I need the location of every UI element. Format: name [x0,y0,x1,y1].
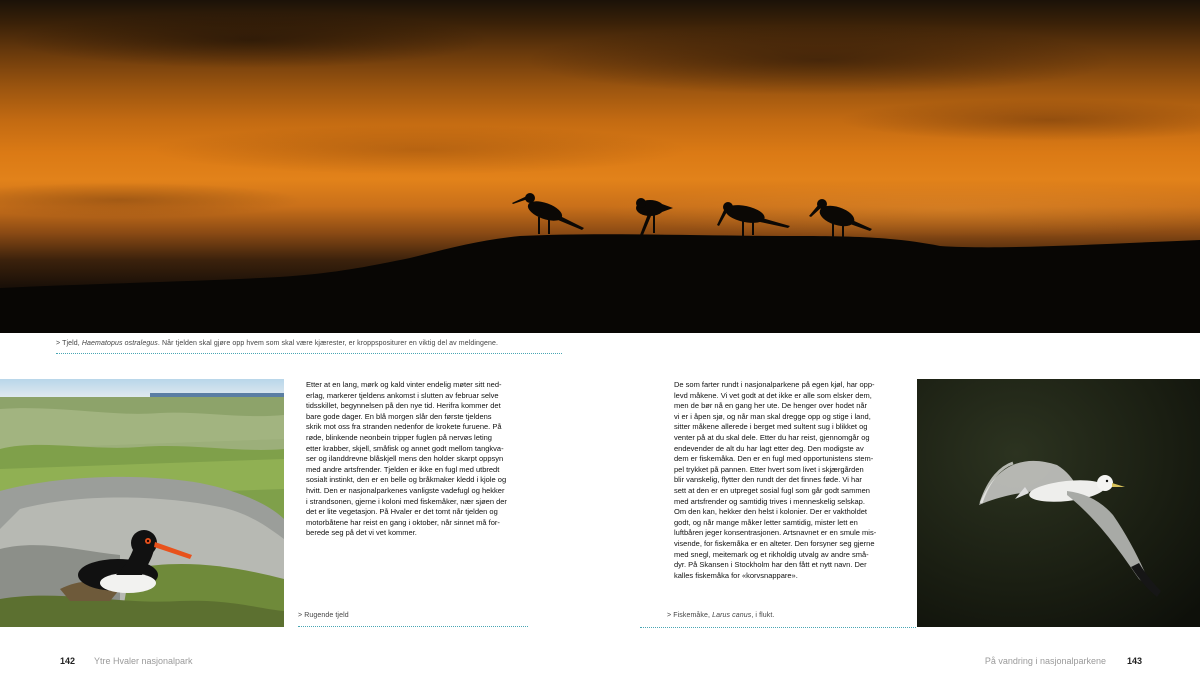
right-photo-caption [667,612,775,619]
left-text-line: bare gode dager. En blå morgen slår den første tjeldens [306,411,492,421]
left-body-text [306,380,528,539]
right-running-head: På vandring i nasjonalparkene [984,656,1106,666]
hill-silhouette [0,234,1200,333]
right-photo-caption-rule [640,627,916,628]
right-text-line: De som farter rundt i nasjonalparkene på egen kjøl, har opp- [674,380,875,389]
right-text-line: godt, og når mange måker letter samtidig, mister lett en [674,517,858,527]
right-text-line: venter på at du skal dele. Etter du har reist, gjennomgår og [674,432,870,442]
left-photo-caption: > Rugende tjeld [298,612,349,619]
left-text-line: etter krabber, skjell, småfisk og annet godt mellom tangkva- [306,443,504,453]
hero-photo-oystercatchers-sunset [0,0,1200,333]
hero-caption-latin: Haematopus ostralegus [81,340,158,347]
left-text-line: Etter at en lang, mørk og kald vinter endelig møter sitt ned- [306,380,502,389]
right-text-line: dyr. På Skansen i Stockholm har den fått et nytt navn. Der [674,560,867,570]
left-text-line: med andre artsfrender. Tjelden er ikke en fugl med utbredt [306,464,500,474]
right-text-line: vi er i åpen sjø, og når man skal dregge opp og stige i land, [674,411,871,421]
left-text-line: ser og ilanddrevne blåskjell mens den holder skarpt oppsyn [306,454,504,464]
right-text-line: Om den kan, hekker den helst i kolonier. Der er vaktholdet [674,507,868,517]
left-text-line: berede seg på det vi vet kommer. [306,528,417,538]
photo-flying-gull [917,379,1200,627]
left-text-line: tidsskillet, begynnelsen på den nye tid. Herifra kommer det [306,401,501,411]
oystercatcher-silhouette-2 [636,198,673,235]
right-text-line: med snegl, meitemark og et rikholdig utvalg av andre små- [674,549,869,559]
right-text-line: kalles fiskemåka for «korvsnappare». [674,570,798,580]
right-body-text [674,380,898,581]
right-text-line: pel trykket på pannen. Etter hvert som livet i skjærgården [674,464,864,474]
right-text-line: dem er fiskemåka. Den er en fugl med opportunistens stem- [674,454,874,464]
right-text-line: med artsfrender og samtidig trives i menneskelig selskap. [674,496,865,506]
right-photo-caption-prefix: > Fiskemåke, [667,612,713,619]
left-text-line: skrik mot oss fra stranden nedenfor de krokete furuene. På [306,422,502,432]
right-text-line: levd måkene. Vi vet godt at det ikke er alle som elsker dem, [674,390,872,400]
right-text-line: endevender de alt du har lagt etter deg. Den modigste av [674,443,864,453]
oystercatcher-silhouette-4 [809,199,872,237]
left-photo-caption-rule [298,626,528,627]
left-text-line: erlag, markerer tjeldens ankomst i slutten av februar selve [306,390,499,400]
left-text-line: det er lite vegetasjon. På Hvaler er det tomt når tjelden og [306,507,498,517]
oystercatcher-silhouette-1 [512,193,584,234]
hill-silhouette-with-birds [0,0,1200,333]
hero-caption-prefix: > Tjeld, [56,340,82,347]
right-text-line: sitter måkene allerede i berget med sultent sug i blikket og [674,422,868,432]
hero-caption-rule [56,353,562,354]
right-text-line: visende, for fiskemåka er en alteter. Den forsyner seg gjerne [674,538,875,548]
left-page-number: 142 [60,656,76,666]
right-photo-caption-suffix: , i flukt. [751,612,775,619]
photo-nesting-oystercatcher [0,379,284,627]
right-text-line: men de bør nå en gang her ute. De henger over hodet når [674,401,868,411]
left-running-head: Ytre Hvaler nasjonalpark [94,656,193,666]
hero-caption [56,340,498,347]
right-page-number: 143 [1126,656,1142,666]
oystercatcher-silhouette-3 [717,202,790,236]
left-text-line: sosialt instinkt, den er en belle og bråkmaker kledd i kjole og [306,475,507,485]
right-text-line: blir vanskelig, flytter den rundt der det finnes føde. Vi har [674,475,862,485]
left-text-line: røde, blinkende neonbein tripper fuglen på nervøs leting [306,432,492,442]
right-photo-caption-latin: Larus canus [712,612,752,619]
right-text-line: sett at den er en utpreget sosial fugl som går godt sammen [674,485,870,495]
left-text-line: motorbåtene har reist en gang i oktober, når sinnet må for- [306,517,500,527]
hero-caption-text: . Når tjelden skal gjøre opp hvem som skal være kjærester, er kroppspositurer en viktig del av meldingene. [157,340,499,347]
left-text-line: i strandsonen, gjerne i koloni med fiskemåker, nær sjøen der [306,496,507,506]
right-text-line: luftbåren jeger konsentrasjonen. Artsnavnet er en smule mis- [674,528,877,538]
left-text-line: hvitt. Den er nasjonalparkenes vanligste vadefugl og hekker [306,485,505,495]
